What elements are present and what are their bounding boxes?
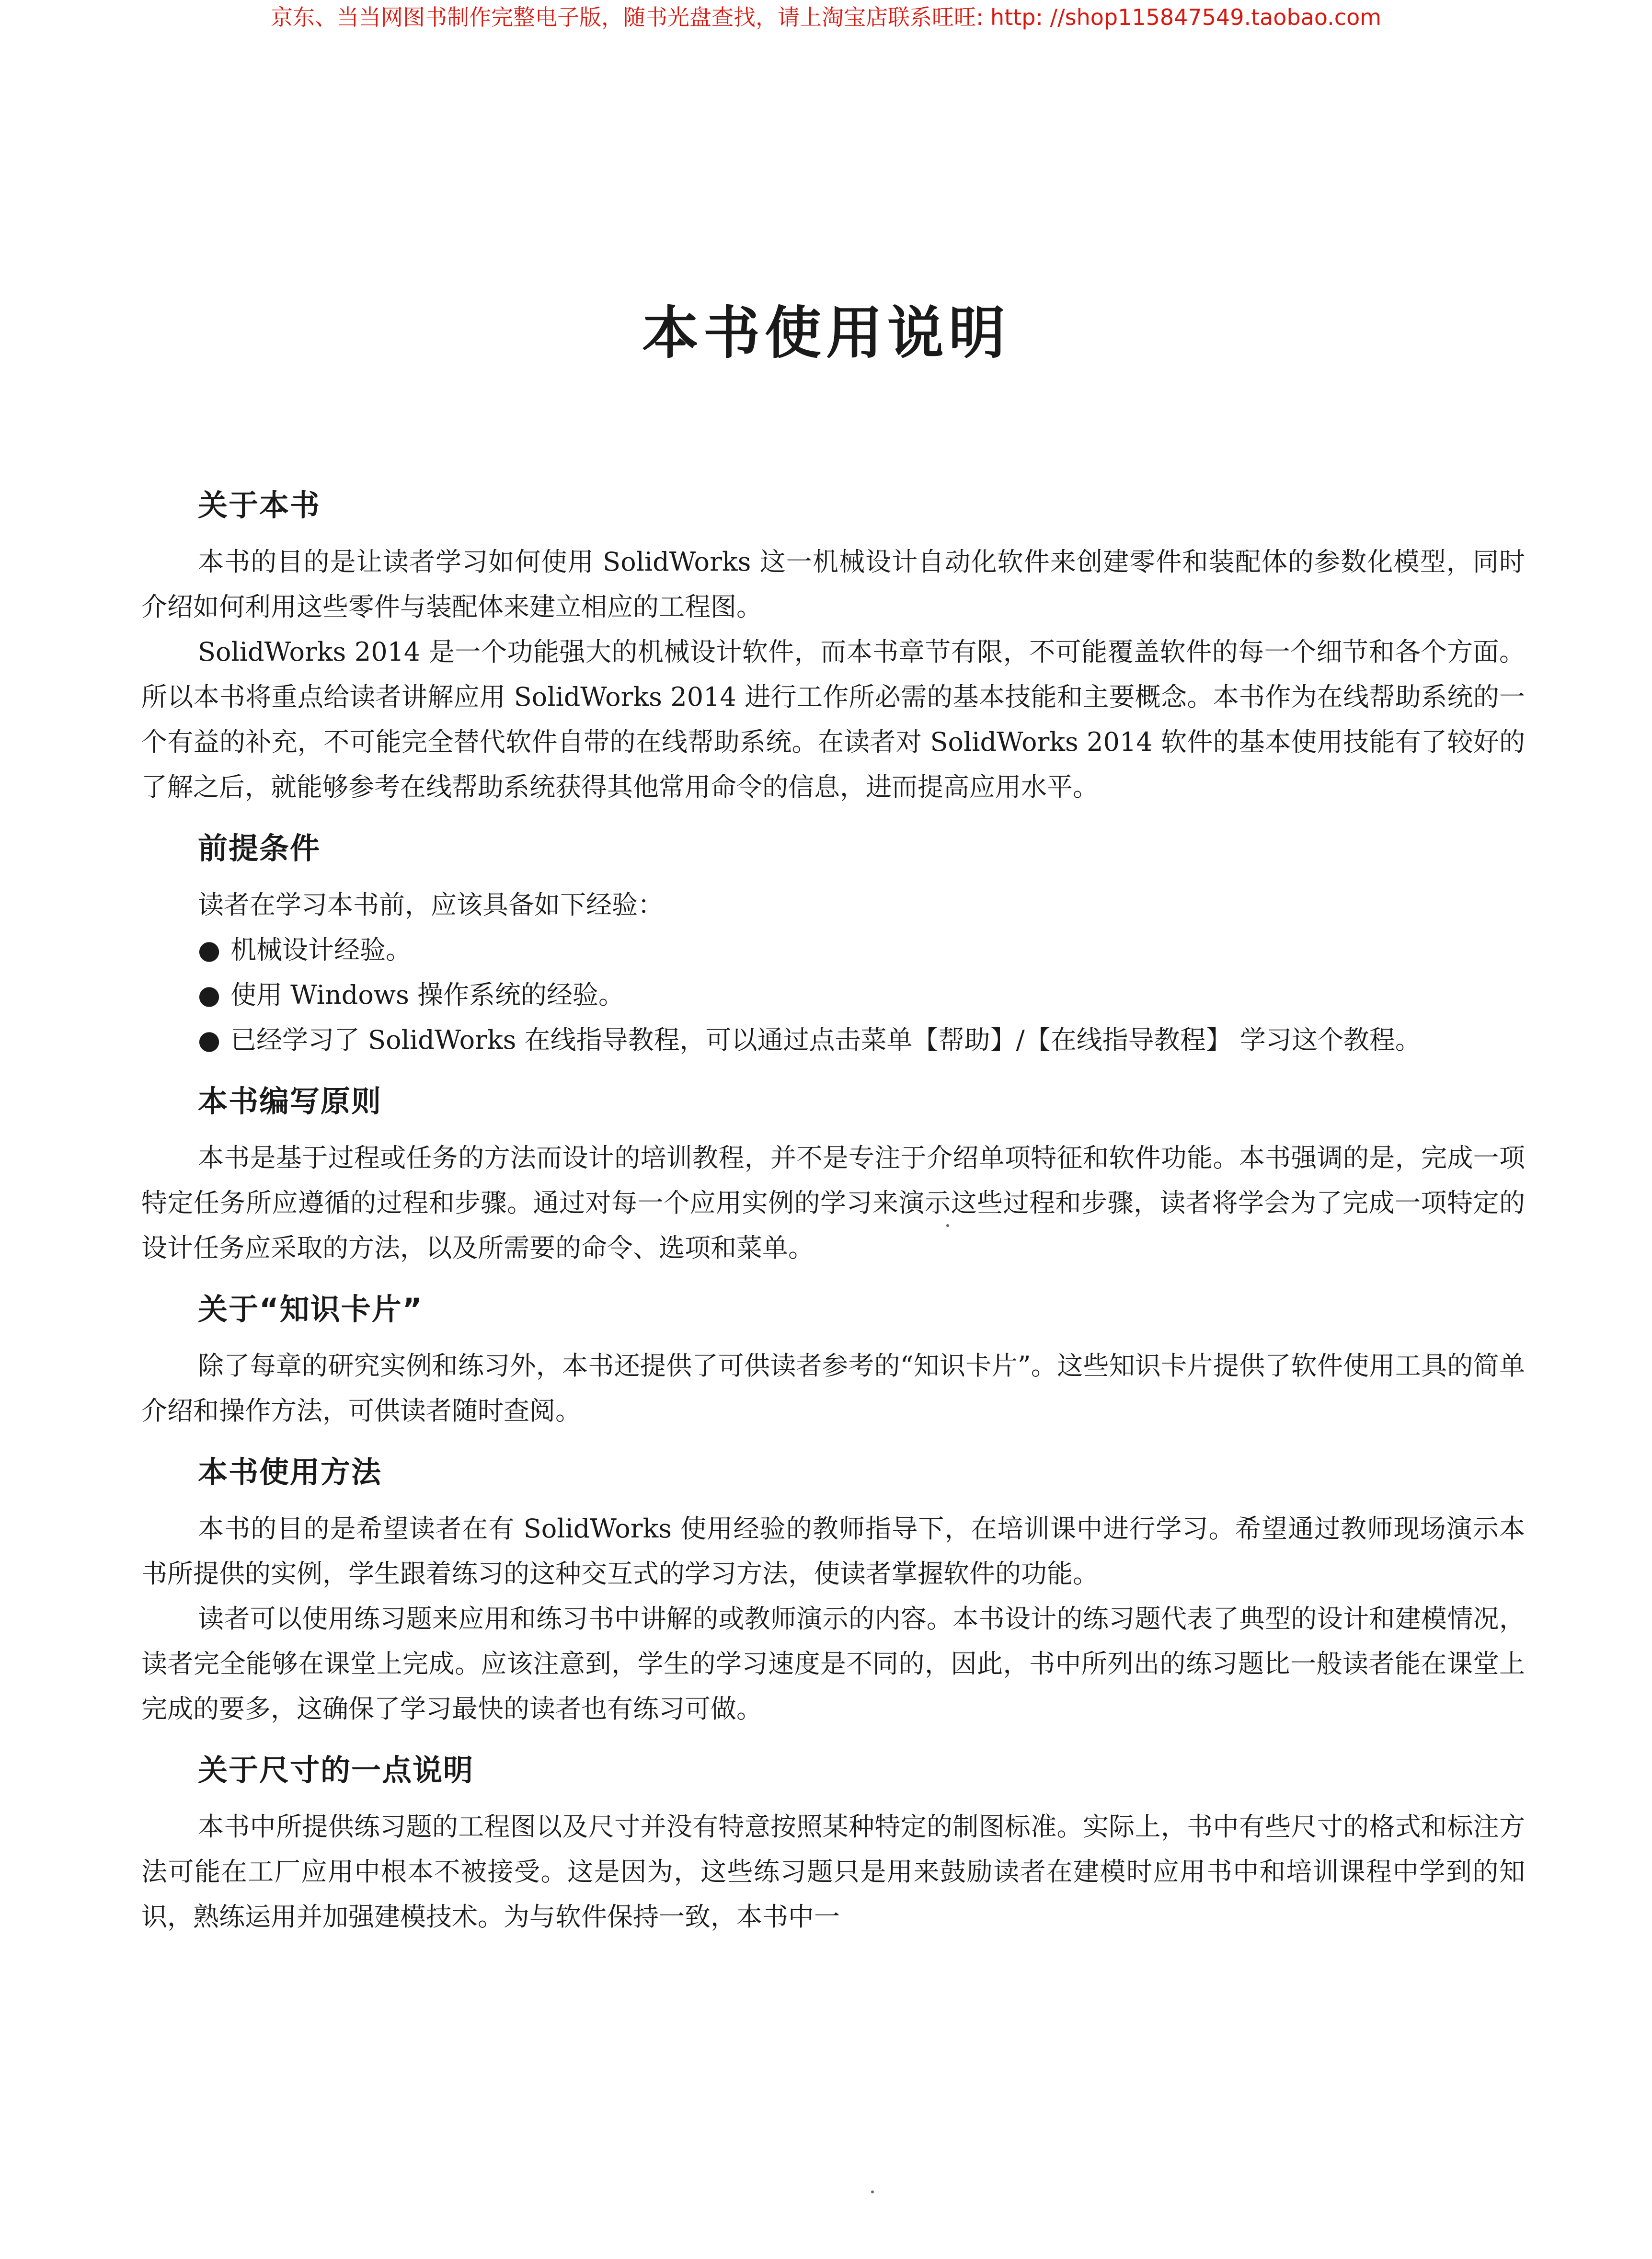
- paragraph: SolidWorks 2014 是一个功能强大的机械设计软件，而本书章节有限，不可能覆盖软件的每一个细节和各个方面。所以本书将重点给读者讲解应用 SolidWorks 2014 进行工作所必需的基本技能和主要概念。本书作为在线帮助系统的一个有益的补充，不可能完全替代软件自带的在线帮助系统。在读者对 SolidWorks 2014 软件的基本使用技能有了较好的了解之后，就能够参考在线帮助系统获得其他常用命令的信息，进而提高应用水平。: [141, 637, 1525, 802]
- list-item-text: 使用 Windows 操作系统的经验。: [230, 980, 624, 1010]
- bullet-icon: ●: [198, 935, 221, 965]
- section-heading: 关于本书: [198, 488, 321, 523]
- paragraph: 本书中所提供练习题的工程图以及尺寸并没有特意按照某种特定的制图标准。实际上，书中有些尺寸的格式和标注方法可能在工厂应用中根本不被接受。这是因为，这些练习题只是用来鼓励读者在建模时应用书中和培训课程中学到的知识，熟练运用并加强建模技术。为与软件保持一致，本书中一: [141, 1812, 1525, 1932]
- page-content: [141, 484, 1525, 1957]
- section-dimensions-note: [141, 1749, 1525, 1939]
- scan-speck: [946, 1224, 949, 1227]
- list-item-text: 机械设计经验。: [230, 935, 412, 965]
- bullet-icon: ●: [198, 1025, 221, 1055]
- section-heading: 前提条件: [198, 831, 321, 866]
- paragraph: 除了每章的研究实例和练习外，本书还提供了可供读者参考的“知识卡片”。这些知识卡片提供了软件使用工具的简单介绍和操作方法，可供读者随时查阅。: [141, 1351, 1525, 1426]
- paragraph: 读者可以使用练习题来应用和练习书中讲解的或教师演示的内容。本书设计的练习题代表了典型的设计和建模情况，读者完全能够在课堂上完成。应该注意到，学生的学习速度是不同的，因此，书中所列出的练习题比一般读者能在课堂上完成的要多，这确保了学习最快的读者也有练习可做。: [141, 1604, 1525, 1724]
- section-prerequisites: [141, 827, 1525, 1063]
- section-how-to-use: [141, 1451, 1525, 1732]
- list-item: [141, 928, 1525, 973]
- list-item: [141, 973, 1525, 1018]
- section-knowledge-cards: [141, 1288, 1525, 1433]
- section-writing-principles: [141, 1080, 1525, 1271]
- list-item: [141, 1018, 1525, 1063]
- scan-speck: [871, 2190, 874, 2193]
- section-heading: 本书编写原则: [198, 1084, 382, 1119]
- section-heading: 关于尺寸的一点说明: [198, 1753, 474, 1788]
- section-heading: 本书使用方法: [198, 1455, 382, 1490]
- paragraph: 读者在学习本书前，应该具备如下经验：: [198, 890, 664, 920]
- section-heading: 关于“知识卡片”: [198, 1292, 423, 1327]
- paragraph: 本书的目的是希望读者在有 SolidWorks 使用经验的教师指导下，在培训课中进行学习。希望通过教师现场演示本书所提供的实例，学生跟着练习的这种交互式的学习方法，使读者掌握软件的功能。: [141, 1514, 1525, 1589]
- page-title: 本书使用说明: [642, 300, 1010, 366]
- paragraph: 本书的目的是让读者学习如何使用 SolidWorks 这一机械设计自动化软件来创建零件和装配体的参数化模型，同时介绍如何利用这些零件与装配体来建立相应的工程图。: [141, 547, 1525, 622]
- paragraph: 本书是基于过程或任务的方法而设计的培训教程，并不是专注于介绍单项特征和软件功能。本书强调的是，完成一项特定任务所应遵循的过程和步骤。通过对每一个应用实例的学习来演示这些过程和步骤，读者将学会为了完成一项特定的设计任务应采取的方法，以及所需要的命令、选项和菜单。: [141, 1143, 1525, 1263]
- bullet-icon: ●: [198, 980, 221, 1010]
- prerequisite-list: [141, 928, 1525, 1063]
- list-item-text: 已经学习了 SolidWorks 在线指导教程，可以通过点击菜单【帮助】/【在线指导教程】 学习这个教程。: [230, 1025, 1421, 1055]
- section-about-book: [141, 484, 1525, 810]
- watermark-banner: 京东、当当网图书制作完整电子版，随书光盘查找，请上淘宝店联系旺旺: http: //shop115847549.taobao.com: [270, 4, 1382, 30]
